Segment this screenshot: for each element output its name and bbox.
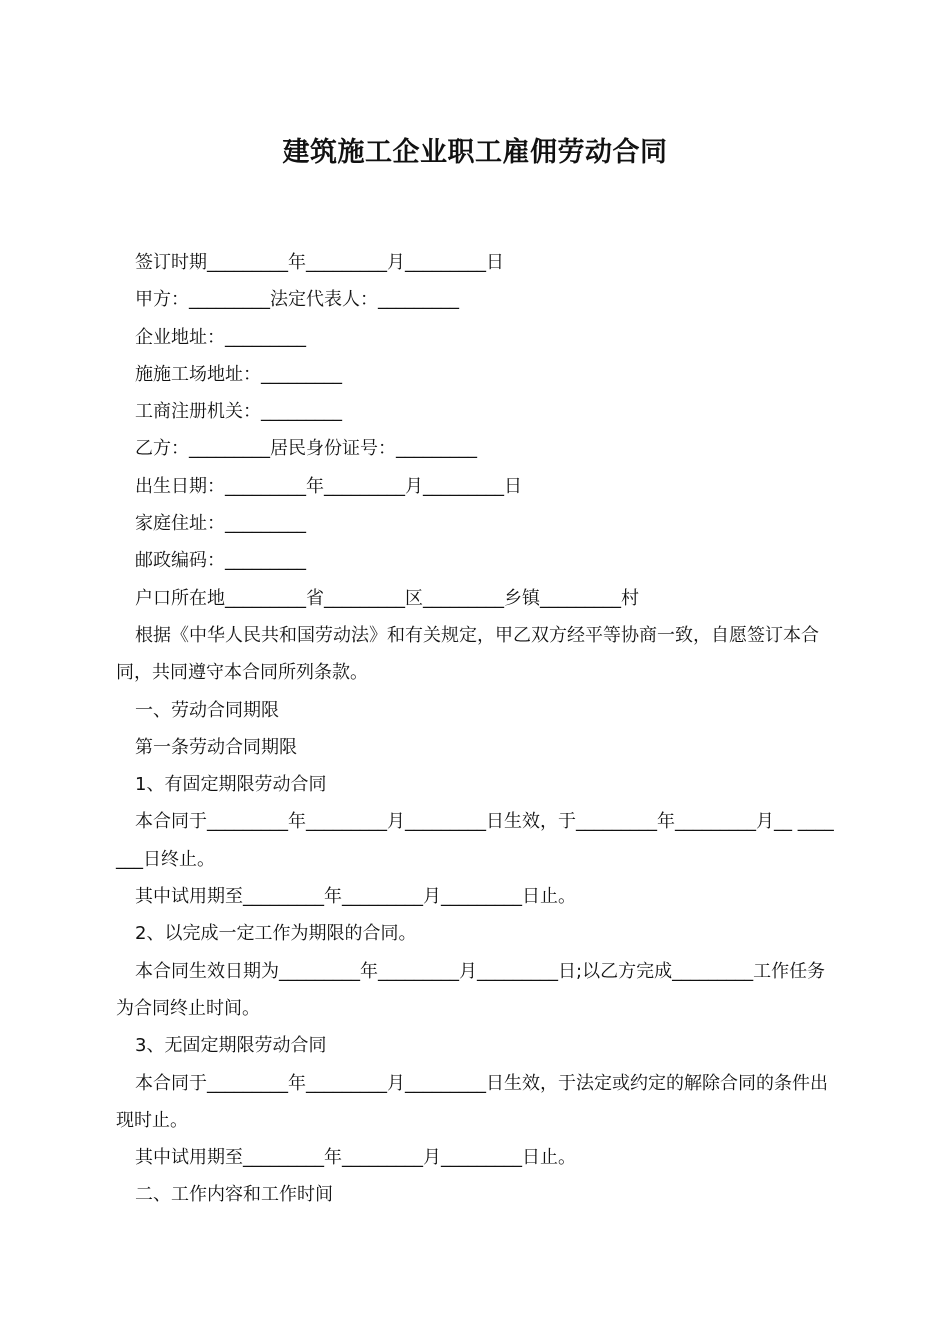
household-registration-line: 户口所在地_________省_________区_________乡镇_________村 — [135, 587, 639, 609]
clause-heading: 2、以完成一定工作为期限的合同。 — [135, 923, 417, 945]
preamble-paragraph: 根据《中华人民共和国劳动法》和有关规定，甲乙双方经平等协商一致，自愿签订本合同，共同遵守本合同所列条款。 — [116, 624, 819, 684]
document-title: 建筑施工企业职工雇佣劳动合同 — [282, 137, 668, 168]
party-a-line: 甲方：_________法定代表人：_________ — [135, 289, 459, 311]
postal-code-line: 邮政编码：_________ — [135, 550, 306, 572]
clause-paragraph: 本合同于_________年_________月_________日生效，于法定或约定的解除合同的条件出现时止。 — [116, 1072, 828, 1131]
document-body — [116, 244, 840, 1214]
section-heading: 二、工作内容和工作时间 — [135, 1184, 333, 1206]
site-address-line: 施施工场地址：_________ — [135, 363, 342, 385]
article-heading: 第一条劳动合同期限 — [135, 736, 297, 758]
registration-authority-line: 工商注册机关：_________ — [135, 401, 342, 423]
birth-date-line: 出生日期：_________年_________月_________日 — [135, 475, 522, 497]
clause-heading: 1、有固定期限劳动合同 — [135, 774, 327, 796]
party-b-line: 乙方：_________居民身份证号：_________ — [135, 438, 477, 460]
signing-date-line: 签订时期_________年_________月_________日 — [135, 252, 504, 273]
clause-heading: 3、无固定期限劳动合同 — [135, 1035, 327, 1057]
section-heading: 一、劳动合同期限 — [135, 699, 279, 721]
probation-line: 其中试用期至_________年_________月_________日止。 — [135, 886, 576, 908]
clause-paragraph: 本合同于_________年_________月_________日生效，于_________年_________月__ _______日终止。 — [116, 811, 834, 870]
probation-line: 其中试用期至_________年_________月_________日止。 — [135, 1147, 576, 1169]
clause-paragraph: 本合同生效日期为_________年_________月_________日;以乙方完成_________工作任务为合同终止时间。 — [116, 960, 826, 1019]
home-address-line: 家庭住址：_________ — [135, 513, 306, 535]
company-address-line: 企业地址：_________ — [135, 326, 306, 348]
